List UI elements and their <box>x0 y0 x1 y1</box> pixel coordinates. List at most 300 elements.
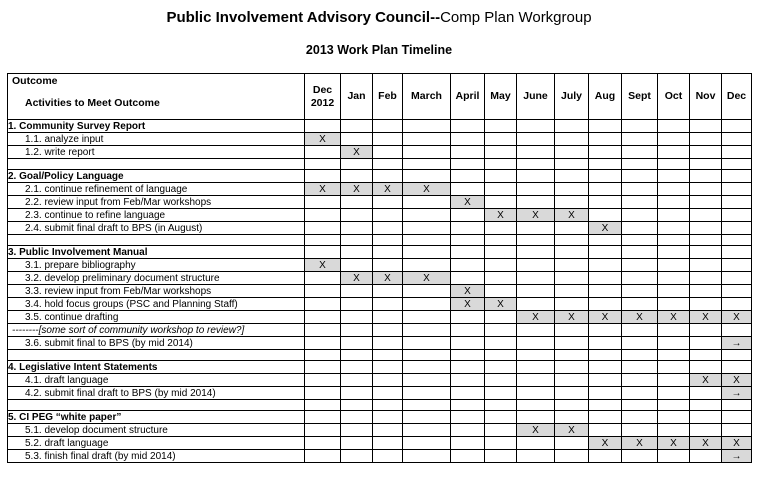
spacer-cell <box>341 159 373 170</box>
activity-row <box>8 133 752 146</box>
timeline-cell <box>555 146 589 159</box>
timeline-cell <box>555 259 589 272</box>
outcome-header <box>8 74 305 120</box>
timeline-cell <box>555 298 589 311</box>
timeline-cell <box>589 374 622 387</box>
timeline-cell <box>517 120 555 133</box>
timeline-cell <box>373 133 403 146</box>
timeline-cell <box>722 170 752 183</box>
spacer-cell <box>373 159 403 170</box>
timeline-cell <box>658 285 690 298</box>
spacer-cell <box>8 235 305 246</box>
timeline-cell <box>517 361 555 374</box>
timeline-cell <box>555 272 589 285</box>
timeline-cell <box>305 411 341 424</box>
timeline-cell <box>373 437 403 450</box>
timeline-cell <box>555 324 589 337</box>
timeline-cell <box>485 437 517 450</box>
timeline-cell <box>658 170 690 183</box>
timeline-cell: X <box>485 209 517 222</box>
timeline-cell <box>373 361 403 374</box>
timeline-cell: X <box>485 298 517 311</box>
section-row <box>8 120 752 133</box>
timeline-cell <box>341 411 373 424</box>
spacer-cell <box>517 350 555 361</box>
work-plan-table <box>7 73 752 463</box>
activity-row <box>8 146 752 159</box>
timeline-cell <box>485 246 517 259</box>
timeline-cell <box>517 272 555 285</box>
timeline-cell <box>403 196 451 209</box>
activity-label: 1.1. analyze input <box>8 133 305 146</box>
timeline-cell <box>690 170 722 183</box>
timeline-cell <box>305 146 341 159</box>
timeline-cell <box>658 209 690 222</box>
spacer-cell <box>403 235 451 246</box>
timeline-cell: X <box>403 272 451 285</box>
timeline-cell <box>403 146 451 159</box>
spacer-cell <box>485 159 517 170</box>
timeline-cell <box>373 170 403 183</box>
timeline-cell <box>373 222 403 235</box>
timeline-cell <box>485 183 517 196</box>
timeline-cell <box>403 411 451 424</box>
timeline-cell <box>485 374 517 387</box>
timeline-cell <box>403 133 451 146</box>
activity-row <box>8 387 752 400</box>
activity-label: 5.1. develop document structure <box>8 424 305 437</box>
timeline-cell <box>722 222 752 235</box>
timeline-cell <box>589 133 622 146</box>
timeline-cell <box>305 285 341 298</box>
timeline-cell <box>517 324 555 337</box>
timeline-cell <box>485 311 517 324</box>
timeline-cell <box>341 437 373 450</box>
timeline-cell <box>517 246 555 259</box>
timeline-cell: X <box>341 183 373 196</box>
timeline-cell <box>517 222 555 235</box>
document-title <box>0 9 758 26</box>
spacer-cell <box>373 400 403 411</box>
month-header: Feb <box>373 74 403 120</box>
section-row <box>8 170 752 183</box>
spacer-cell <box>622 159 658 170</box>
timeline-cell <box>451 374 485 387</box>
timeline-cell <box>485 387 517 400</box>
timeline-cell <box>305 337 341 350</box>
timeline-cell <box>403 450 451 463</box>
timeline-cell <box>589 424 622 437</box>
timeline-cell: X <box>722 374 752 387</box>
activity-label: 4.2. submit final draft to BPS (by mid 2014) <box>8 387 305 400</box>
activity-row <box>8 183 752 196</box>
timeline-cell <box>722 424 752 437</box>
timeline-cell: X <box>690 437 722 450</box>
spacer-cell <box>722 235 752 246</box>
timeline-cell <box>451 133 485 146</box>
timeline-cell <box>403 222 451 235</box>
spacer-cell <box>589 350 622 361</box>
timeline-cell <box>517 259 555 272</box>
timeline-cell: X <box>589 437 622 450</box>
timeline-cell: X <box>305 183 341 196</box>
timeline-cell <box>341 324 373 337</box>
timeline-cell <box>341 337 373 350</box>
activity-row <box>8 196 752 209</box>
timeline-cell <box>589 196 622 209</box>
activity-row <box>8 298 752 311</box>
timeline-cell <box>485 324 517 337</box>
timeline-cell <box>622 259 658 272</box>
month-header: Dec 2012 <box>305 74 341 120</box>
spacer-row <box>8 235 752 246</box>
spacer-cell <box>555 400 589 411</box>
timeline-cell <box>690 120 722 133</box>
timeline-cell <box>305 311 341 324</box>
timeline-cell <box>589 259 622 272</box>
timeline-cell <box>589 246 622 259</box>
timeline-cell <box>555 120 589 133</box>
timeline-cell <box>451 120 485 133</box>
activity-label: 3.1. prepare bibliography <box>8 259 305 272</box>
spacer-cell <box>485 235 517 246</box>
timeline-cell <box>589 337 622 350</box>
timeline-cell <box>589 324 622 337</box>
timeline-cell <box>451 361 485 374</box>
timeline-cell <box>658 183 690 196</box>
timeline-cell <box>403 424 451 437</box>
timeline-cell <box>373 387 403 400</box>
activity-row <box>8 259 752 272</box>
timeline-cell <box>658 259 690 272</box>
timeline-cell <box>589 411 622 424</box>
spacer-cell <box>341 400 373 411</box>
timeline-cell <box>690 285 722 298</box>
spacer-cell <box>341 235 373 246</box>
timeline-cell <box>517 387 555 400</box>
timeline-cell <box>403 337 451 350</box>
timeline-cell <box>485 259 517 272</box>
timeline-cell <box>589 272 622 285</box>
timeline-cell <box>690 361 722 374</box>
activity-label: 3.4. hold focus groups (PSC and Planning Staff) <box>8 298 305 311</box>
spacer-cell <box>589 400 622 411</box>
activity-label: 5.3. finish final draft (by mid 2014) <box>8 450 305 463</box>
timeline-cell <box>373 337 403 350</box>
timeline-cell <box>403 324 451 337</box>
timeline-cell <box>722 285 752 298</box>
spacer-cell <box>622 400 658 411</box>
timeline-cell <box>373 311 403 324</box>
timeline-cell <box>555 133 589 146</box>
activity-row <box>8 374 752 387</box>
timeline-cell <box>305 196 341 209</box>
timeline-cell <box>403 209 451 222</box>
month-header: Jan <box>341 74 373 120</box>
timeline-cell <box>658 411 690 424</box>
timeline-cell <box>690 411 722 424</box>
month-header: Dec <box>722 74 752 120</box>
section-title: 4. Legislative Intent Statements <box>8 361 305 374</box>
timeline-cell <box>622 387 658 400</box>
timeline-cell: X <box>341 272 373 285</box>
section-title: 5. CI PEG “white paper” <box>8 411 305 424</box>
timeline-cell <box>690 387 722 400</box>
activity-row <box>8 324 752 337</box>
timeline-cell <box>658 450 690 463</box>
timeline-cell <box>589 146 622 159</box>
timeline-cell <box>341 387 373 400</box>
timeline-cell: X <box>555 424 589 437</box>
timeline-cell <box>517 374 555 387</box>
timeline-cell <box>722 246 752 259</box>
timeline-cell <box>305 361 341 374</box>
timeline-cell <box>722 209 752 222</box>
timeline-cell <box>403 437 451 450</box>
activity-label: 5.2. draft language <box>8 437 305 450</box>
spacer-cell <box>305 235 341 246</box>
section-title: 3. Public Involvement Manual <box>8 246 305 259</box>
timeline-cell <box>517 337 555 350</box>
timeline-cell <box>517 146 555 159</box>
timeline-cell <box>305 246 341 259</box>
timeline-cell <box>485 222 517 235</box>
spacer-cell <box>403 350 451 361</box>
spacer-cell <box>403 159 451 170</box>
timeline-cell <box>722 259 752 272</box>
timeline-cell <box>555 411 589 424</box>
timeline-cell <box>341 298 373 311</box>
timeline-cell <box>622 285 658 298</box>
timeline-cell <box>403 374 451 387</box>
timeline-cell <box>555 387 589 400</box>
timeline-cell <box>517 285 555 298</box>
plan-body <box>8 120 752 463</box>
timeline-cell <box>589 387 622 400</box>
timeline-cell <box>485 120 517 133</box>
section-title: 1. Community Survey Report <box>8 120 305 133</box>
timeline-cell <box>305 324 341 337</box>
timeline-cell <box>658 387 690 400</box>
timeline-cell <box>622 337 658 350</box>
timeline-cell <box>373 246 403 259</box>
timeline-cell <box>622 170 658 183</box>
timeline-cell <box>341 361 373 374</box>
timeline-cell <box>485 146 517 159</box>
timeline-cell <box>341 285 373 298</box>
activity-note: --------[some sort of community workshop to review?] <box>8 324 305 337</box>
activity-row <box>8 311 752 324</box>
timeline-cell <box>517 133 555 146</box>
timeline-cell <box>305 170 341 183</box>
spacer-cell <box>690 400 722 411</box>
activity-label: 2.3. continue to refine language <box>8 209 305 222</box>
timeline-cell <box>589 209 622 222</box>
activity-row <box>8 272 752 285</box>
title-normal-part: Comp Plan Workgroup <box>440 9 592 26</box>
month-header: Nov <box>690 74 722 120</box>
timeline-cell <box>555 246 589 259</box>
timeline-cell <box>451 411 485 424</box>
spacer-cell <box>622 235 658 246</box>
timeline-cell <box>451 337 485 350</box>
timeline-cell: X <box>517 424 555 437</box>
timeline-cell <box>690 450 722 463</box>
timeline-cell <box>403 298 451 311</box>
timeline-cell <box>485 196 517 209</box>
timeline-cell <box>373 298 403 311</box>
timeline-cell <box>589 298 622 311</box>
timeline-cell <box>722 272 752 285</box>
timeline-cell <box>485 170 517 183</box>
timeline-cell <box>403 285 451 298</box>
timeline-cell <box>690 298 722 311</box>
timeline-cell <box>555 374 589 387</box>
timeline-cell <box>690 246 722 259</box>
timeline-cell <box>373 146 403 159</box>
month-header: March <box>403 74 451 120</box>
timeline-cell <box>555 183 589 196</box>
timeline-cell <box>622 209 658 222</box>
spacer-cell <box>690 235 722 246</box>
section-row <box>8 246 752 259</box>
header-row <box>8 74 752 120</box>
spacer-cell <box>690 350 722 361</box>
activity-row <box>8 450 752 463</box>
timeline-cell <box>690 209 722 222</box>
timeline-cell <box>517 170 555 183</box>
timeline-cell: X <box>690 374 722 387</box>
activity-row <box>8 222 752 235</box>
timeline-cell <box>373 411 403 424</box>
timeline-cell <box>373 424 403 437</box>
timeline-cell <box>341 450 373 463</box>
timeline-cell <box>658 222 690 235</box>
timeline-cell <box>403 170 451 183</box>
timeline-cell <box>622 324 658 337</box>
timeline-cell <box>485 285 517 298</box>
spacer-row <box>8 350 752 361</box>
title-bold-part: Public Involvement Advisory Council-- <box>166 9 441 26</box>
timeline-cell <box>690 272 722 285</box>
timeline-cell <box>373 209 403 222</box>
spacer-cell <box>658 159 690 170</box>
timeline-cell <box>485 272 517 285</box>
continue-arrow-cell: → <box>722 337 752 350</box>
activities-label: Activities to Meet Outcome <box>25 97 160 109</box>
spacer-cell <box>658 350 690 361</box>
timeline-cell <box>722 298 752 311</box>
timeline-cell <box>658 374 690 387</box>
timeline-cell <box>555 170 589 183</box>
spacer-cell <box>722 350 752 361</box>
timeline-cell <box>622 133 658 146</box>
timeline-cell: X <box>305 259 341 272</box>
timeline-cell <box>622 272 658 285</box>
timeline-cell <box>690 183 722 196</box>
timeline-cell <box>690 337 722 350</box>
activity-label: 1.2. write report <box>8 146 305 159</box>
timeline-cell <box>305 424 341 437</box>
timeline-cell <box>373 196 403 209</box>
timeline-cell <box>722 361 752 374</box>
spacer-cell <box>305 350 341 361</box>
spacer-cell <box>451 159 485 170</box>
outcome-label: Outcome <box>12 75 58 87</box>
timeline-cell <box>485 361 517 374</box>
spacer-cell <box>658 235 690 246</box>
month-header: April <box>451 74 485 120</box>
activity-label: 4.1. draft language <box>8 374 305 387</box>
timeline-cell <box>341 311 373 324</box>
timeline-cell <box>403 361 451 374</box>
timeline-cell <box>622 120 658 133</box>
timeline-cell <box>658 272 690 285</box>
timeline-cell <box>485 337 517 350</box>
timeline-cell <box>451 324 485 337</box>
timeline-cell: X <box>555 311 589 324</box>
timeline-cell <box>658 146 690 159</box>
spacer-cell <box>517 159 555 170</box>
timeline-cell <box>341 374 373 387</box>
timeline-cell <box>451 246 485 259</box>
timeline-cell <box>658 424 690 437</box>
timeline-cell <box>658 337 690 350</box>
timeline-cell: X <box>403 183 451 196</box>
activity-label: 3.5. continue drafting <box>8 311 305 324</box>
timeline-cell: X <box>658 437 690 450</box>
spacer-cell <box>8 350 305 361</box>
month-header: May <box>485 74 517 120</box>
timeline-cell <box>451 387 485 400</box>
timeline-cell: X <box>622 437 658 450</box>
activity-label: 2.2. review input from Feb/Mar workshops <box>8 196 305 209</box>
activity-row <box>8 337 752 350</box>
activity-label: 3.2. develop preliminary document structure <box>8 272 305 285</box>
month-header: Aug <box>589 74 622 120</box>
timeline-cell <box>517 298 555 311</box>
timeline-cell <box>373 285 403 298</box>
timeline-cell <box>722 146 752 159</box>
month-header: Sept <box>622 74 658 120</box>
timeline-cell <box>555 437 589 450</box>
timeline-cell <box>690 222 722 235</box>
spacer-row <box>8 400 752 411</box>
timeline-cell <box>690 133 722 146</box>
timeline-cell <box>722 133 752 146</box>
timeline-cell <box>403 246 451 259</box>
timeline-cell: X <box>722 311 752 324</box>
spacer-cell <box>403 400 451 411</box>
timeline-cell <box>451 259 485 272</box>
spacer-cell <box>555 350 589 361</box>
timeline-cell <box>658 196 690 209</box>
timeline-cell <box>722 120 752 133</box>
timeline-cell <box>622 374 658 387</box>
continue-arrow-cell: → <box>722 450 752 463</box>
section-row <box>8 361 752 374</box>
section-row <box>8 411 752 424</box>
timeline-cell <box>341 424 373 437</box>
spacer-cell <box>305 159 341 170</box>
timeline-cell <box>555 285 589 298</box>
timeline-cell: X <box>589 222 622 235</box>
timeline-cell: X <box>341 146 373 159</box>
timeline-cell <box>622 450 658 463</box>
timeline-cell <box>622 424 658 437</box>
spacer-cell <box>589 159 622 170</box>
timeline-cell: X <box>722 437 752 450</box>
